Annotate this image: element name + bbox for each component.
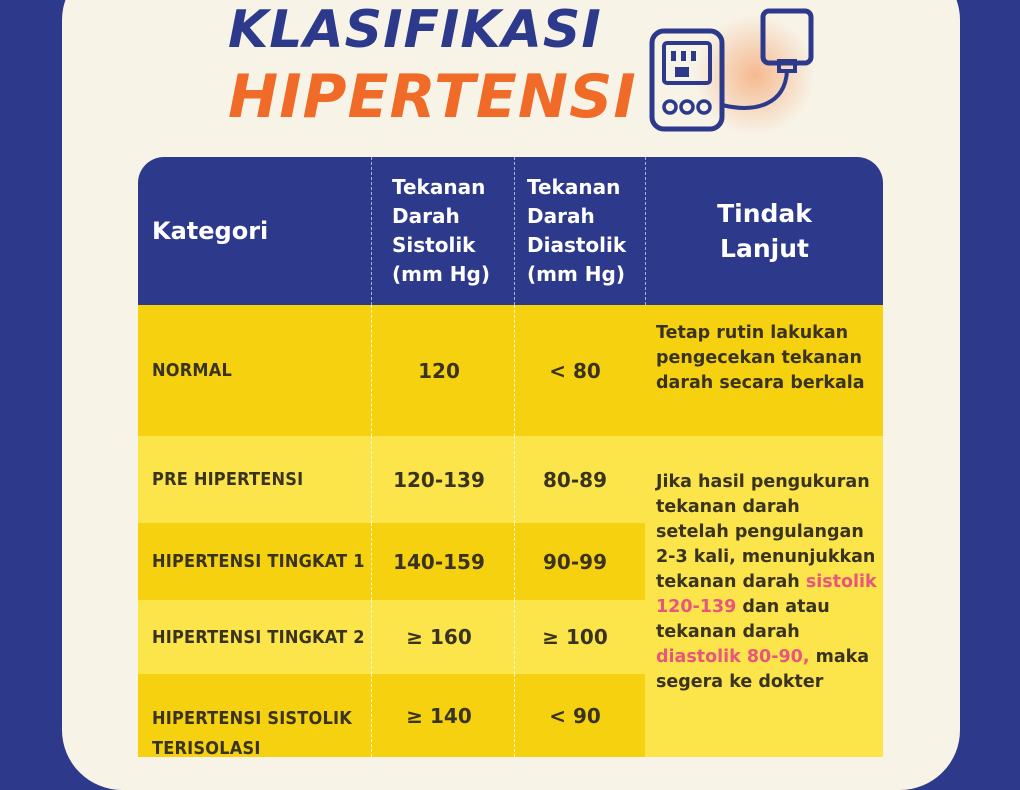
kategori-cell: HIPERTENSI TINGKAT 2: [152, 626, 365, 648]
sistolik-cell: 120: [418, 358, 460, 383]
title-klasifikasi: KLASIFIKASI: [228, 0, 602, 60]
table-header: [138, 157, 883, 305]
diastolik-cell: 90-99: [543, 549, 607, 574]
hypertension-table: [138, 157, 883, 757]
header-kategori: Kategori: [152, 217, 269, 245]
header-divider: [371, 157, 372, 305]
row-divider: [514, 305, 515, 436]
header-tindak-lanjut: Tindak Lanjut: [717, 199, 812, 263]
blood-pressure-monitor-icon: [645, 5, 825, 145]
diastolik-cell: < 90: [549, 704, 601, 728]
kategori-cell: HIPERTENSI TINGKAT 1: [152, 551, 365, 572]
row-divider: [371, 674, 372, 757]
highlight-sistolik: sistolik 120-139: [656, 572, 877, 617]
table-row: [138, 436, 645, 523]
row-divider: [371, 600, 372, 674]
table-row: [138, 305, 645, 436]
table-row: [138, 600, 645, 674]
header-divider: [514, 157, 515, 305]
row-divider: [371, 305, 372, 436]
row-divider: [514, 600, 515, 674]
row-divider: [514, 523, 515, 600]
sistolik-cell: 120-139: [393, 467, 485, 492]
tindak-lanjut-normal: Tetap rutin lakukan pengecekan tekanan darah secara berkala: [645, 305, 883, 436]
diastolik-cell: ≥ 100: [542, 625, 608, 649]
row-divider: [514, 436, 515, 523]
header-diastolik: Tekanan Darah Diastolik (mm Hg): [527, 175, 627, 286]
highlight-diastolik: diastolik 80-90,: [656, 647, 810, 667]
title-hipertensi: HIPERTENSI: [228, 62, 637, 132]
tindak-lanjut-hipertensi: Jika hasil pengukuran tekanan darah setelah pengulangan 2-3 kali, menunjukkan tekanan darah sistolik 120-139 dan atau tekanan darah diastolik 80-90, maka segera ke dokter: [645, 436, 883, 757]
sistolik-cell: ≥ 160: [406, 625, 472, 649]
table-row: [138, 523, 645, 600]
row-divider: [371, 523, 372, 600]
diastolik-cell: < 80: [549, 358, 601, 383]
diastolik-cell: 80-89: [543, 467, 607, 492]
sistolik-cell: ≥ 140: [406, 704, 472, 728]
row-divider: [514, 674, 515, 757]
kategori-cell: PRE HIPERTENSI: [152, 469, 304, 490]
kategori-cell: NORMAL: [152, 360, 232, 381]
table-row: [138, 674, 645, 757]
row-divider: [371, 436, 372, 523]
kategori-cell: HIPERTENSI SISTOLIK TERISOLASI: [152, 708, 352, 757]
sistolik-cell: 140-159: [393, 549, 485, 574]
header-divider: [645, 157, 646, 305]
header-sistolik: Tekanan Darah Sistolik (mm Hg): [392, 175, 490, 286]
